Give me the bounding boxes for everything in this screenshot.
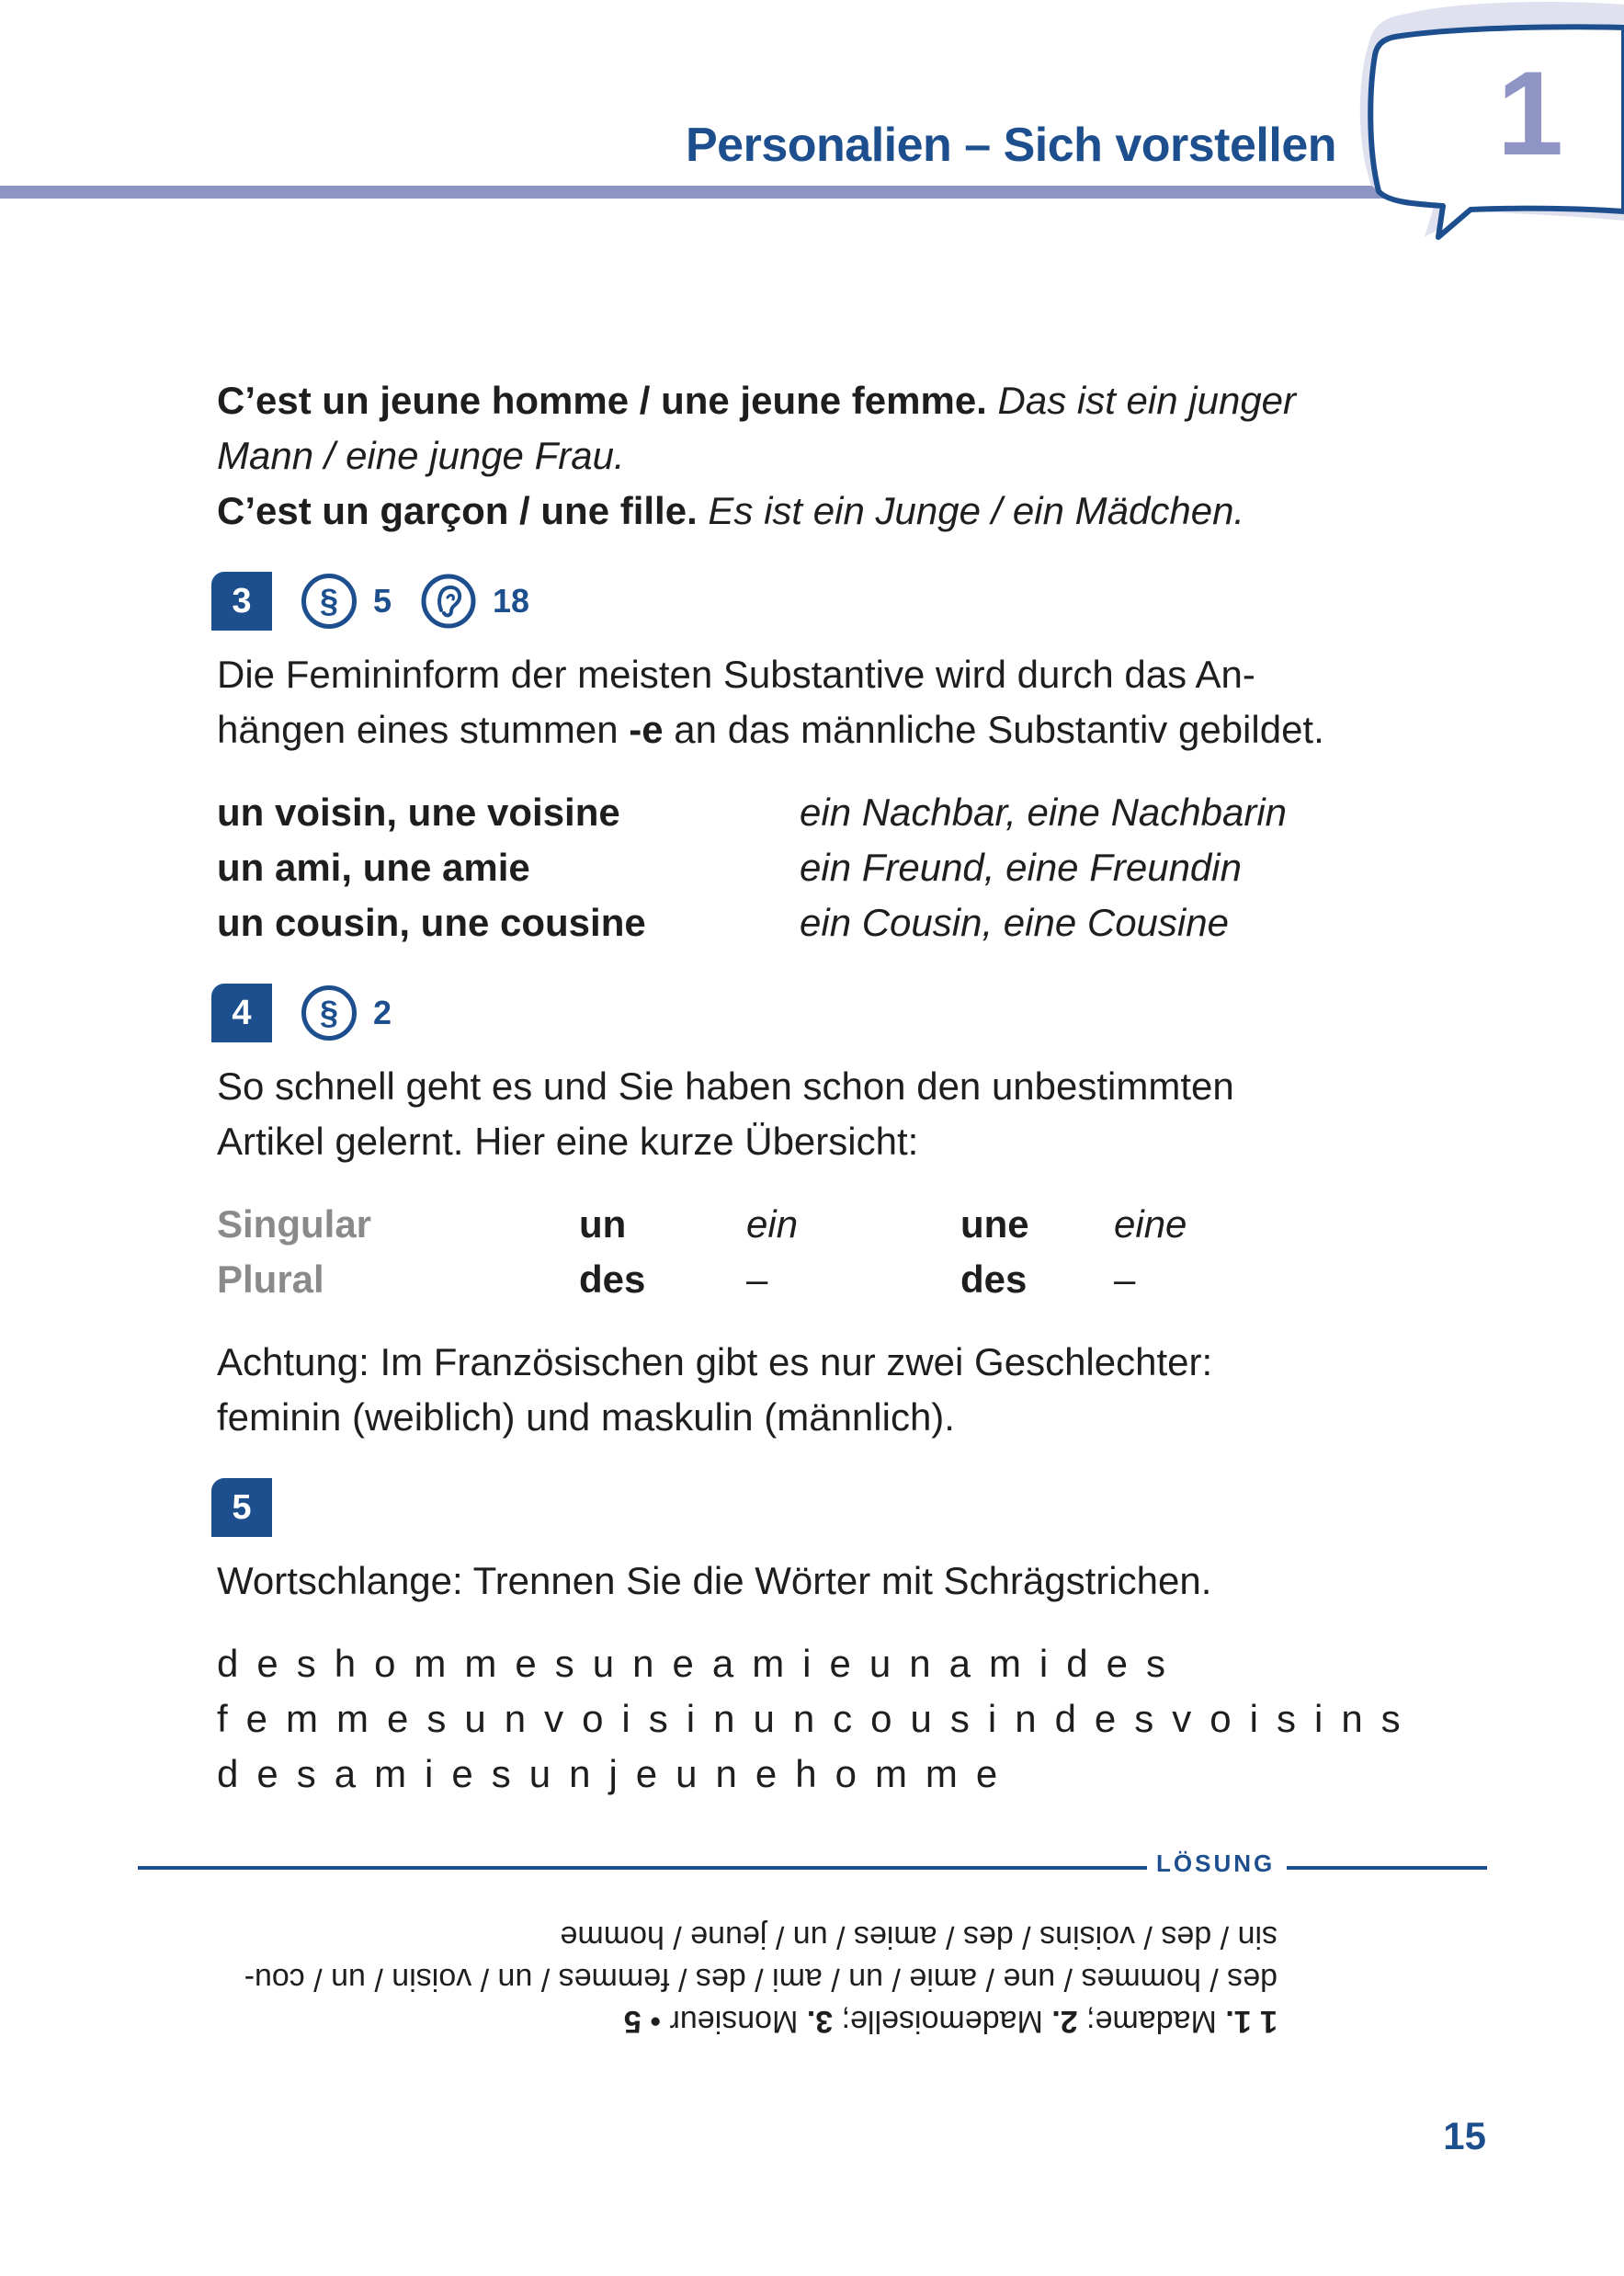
vocab-german: ein Cousin, eine Cousine xyxy=(800,901,1229,944)
intro-german-3: Es ist ein Junge / ein Mädchen. xyxy=(697,489,1245,532)
article-masc-de: – xyxy=(746,1257,768,1301)
ear-icon xyxy=(421,574,476,629)
intro-line-3 xyxy=(217,484,1244,539)
article-masc-fr: un xyxy=(579,1202,627,1246)
word-snake-line: deshommesuneamieunamides xyxy=(217,1642,1184,1685)
ex4-note-2: feminin (weiblich) und maskulin (männlich). xyxy=(217,1395,955,1439)
article-table-label: Singular xyxy=(217,1202,372,1246)
solution-text: Madame; xyxy=(1077,2004,1226,2039)
grammar-ref-4: 2 xyxy=(373,994,392,1031)
solution-upside-down xyxy=(244,1916,1278,2043)
solution-text: Mademoiselle; xyxy=(833,2004,1052,2039)
vocab-german: ein Nachbar, eine Nachbarin xyxy=(800,791,1288,834)
solution-line-1 xyxy=(533,2000,1278,2043)
word-snake-line: desamiesunjeunehomme xyxy=(217,1752,1016,1795)
article-fem-de: eine xyxy=(1114,1202,1187,1246)
vocab-french: un cousin, une cousine xyxy=(217,901,646,944)
exercise-3-badge: 3 xyxy=(211,572,272,631)
paragraph-icon: § xyxy=(301,985,357,1041)
intro-german-2: Mann / eine junge Frau. xyxy=(217,434,625,477)
intro-french-1: C’est un jeune homme / une jeune femme. xyxy=(217,379,987,422)
vocab-german: ein Freund, eine Freundin xyxy=(800,846,1242,889)
article-masc-de: ein xyxy=(746,1202,799,1246)
solution-label: LÖSUNG xyxy=(1156,1849,1276,1877)
ex5-instruction: Wortschlange: Trennen Sie die Wörter mit Schrägstrichen. xyxy=(217,1559,1212,1602)
solution-ex-ref: 5 xyxy=(623,2004,642,2039)
article-fem-de: – xyxy=(1114,1257,1136,1301)
ex4-text-2: Artikel gelernt. Hier eine kurze Übersicht: xyxy=(217,1120,919,1163)
ex3-suffix-e: -e xyxy=(629,708,664,751)
ex3-text-2 xyxy=(217,702,1324,757)
solution-num: 3. xyxy=(806,2004,834,2039)
exercise-4-badge: 4 xyxy=(211,984,272,1042)
ex3-text-2c: an das männliche Substantiv gebildet. xyxy=(663,708,1324,751)
intro-french-3: C’est un garçon / une fille. xyxy=(217,489,698,532)
ex3-text-1: Die Femininform der meisten Substantive wird durch das An- xyxy=(217,653,1255,696)
solution-num: 2. xyxy=(1051,2004,1078,2039)
intro-german-1: Das ist ein junger xyxy=(986,379,1297,422)
article-table-label: Plural xyxy=(217,1257,324,1301)
exercise-5-badge: 5 xyxy=(211,1478,272,1537)
word-snake-line: femmesunvoisinuncousindesvoisins xyxy=(217,1697,1419,1740)
grammar-ref-3: 5 xyxy=(373,582,392,620)
intro-line-1 xyxy=(217,373,1296,428)
page-number: 15 xyxy=(1443,2114,1486,2157)
vocab-french: un voisin, une voisine xyxy=(217,791,620,834)
ex3-text-2a: hängen eines stummen xyxy=(217,708,630,751)
article-fem-fr: des xyxy=(960,1257,1028,1301)
solution-num: 1. xyxy=(1225,2004,1261,2039)
paragraph-icon: § xyxy=(301,574,357,629)
solution-ex-ref: 1 xyxy=(1260,2004,1278,2039)
chapter-title: Personalien – Sich vorstellen xyxy=(685,119,1336,172)
ex4-text-1: So schnell geht es und Sie haben schon den unbestimmten xyxy=(217,1064,1234,1108)
solution-line-3: sin / des / voisins / des / amies / un / jeune / homme xyxy=(560,1919,1278,1954)
header-rule xyxy=(0,186,1415,199)
audio-ref-3: 18 xyxy=(493,582,530,620)
article-masc-fr: des xyxy=(579,1257,646,1301)
solution-rule xyxy=(1287,1866,1487,1870)
intro-line-2 xyxy=(217,428,625,484)
solution-text: Monsieur • xyxy=(641,2004,807,2039)
solution-line-2: des / hommes / une / amie / un / ami / des / femmes / un / voisin / un / cou- xyxy=(244,1962,1278,1997)
solution-rule xyxy=(138,1866,1147,1870)
ex4-note-1: Achtung: Im Französischen gibt es nur zwei Geschlechter: xyxy=(217,1340,1213,1383)
chapter-number: 1 xyxy=(1496,46,1564,180)
article-fem-fr: une xyxy=(960,1202,1029,1246)
vocab-french: un ami, une amie xyxy=(217,846,530,889)
